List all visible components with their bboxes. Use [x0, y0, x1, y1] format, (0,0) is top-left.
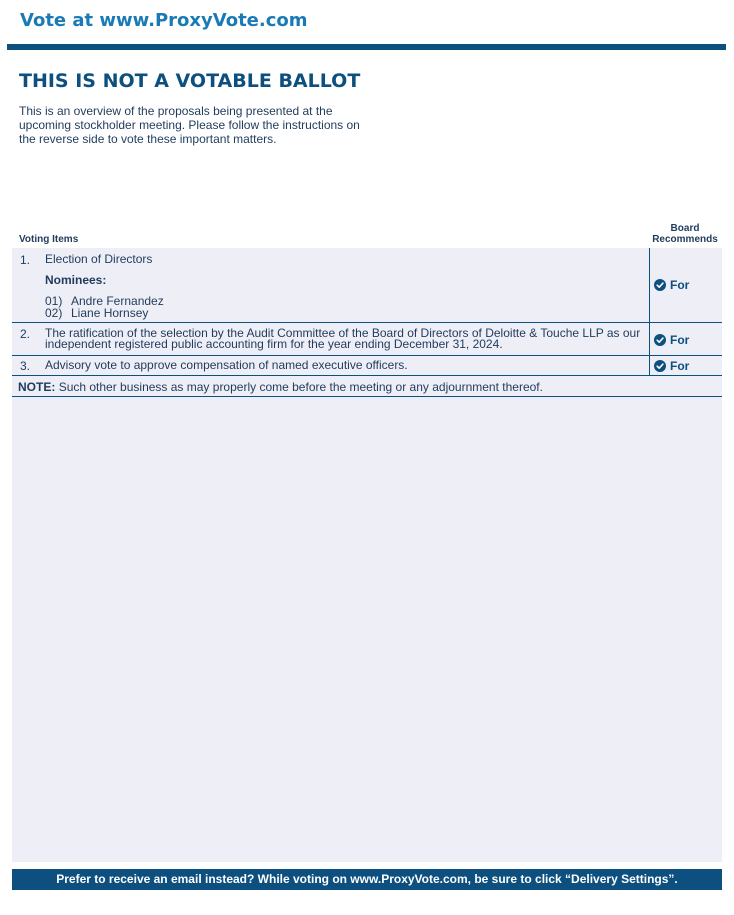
nominee-item — [45, 306, 148, 320]
nominee-name: Andre Fernandez — [71, 294, 164, 308]
voting-item-row — [12, 323, 722, 356]
recommendation-label: For — [670, 278, 690, 292]
intro-text: This is an overview of the proposals being presented at the upcoming stockholder meeting. Please follow the instructions on the reverse side to vote these important matters. — [19, 104, 360, 146]
note-rule — [12, 396, 722, 397]
item-number: 1. — [20, 253, 31, 267]
board-recommends-header-line1: Board — [670, 223, 700, 234]
recommendation-cell — [649, 356, 722, 375]
check-circle-icon — [654, 360, 666, 372]
item-text: Election of Directors — [45, 252, 153, 266]
recommendation-label: For — [670, 359, 690, 373]
note-label: NOTE: — [18, 380, 56, 394]
voting-item-row — [12, 248, 722, 323]
board-recommends-header — [648, 223, 722, 245]
nominee-number: 01) — [45, 294, 63, 308]
voting-items-header: Voting Items — [19, 234, 79, 245]
item-number: 3. — [20, 359, 31, 373]
note-text: Such other business as may properly come before the meeting or any adjournment thereof. — [58, 380, 543, 394]
ballot-heading: THIS IS NOT A VOTABLE BALLOT — [19, 70, 361, 92]
item-text: The ratification of the selection by the Audit Committee of the Board of Directors of Deloitte & Touche LLP as our independent registered public accounting firm for the year ending December 31, 2024. — [45, 326, 641, 351]
recommendation-cell — [649, 248, 722, 322]
header-rule — [7, 44, 726, 50]
voting-item-row — [12, 356, 722, 376]
board-recommends-header-line2: Recommends — [652, 234, 718, 245]
recommendation-cell — [649, 323, 722, 355]
nominee-name: Liane Hornsey — [71, 306, 149, 320]
check-circle-icon — [654, 334, 666, 346]
footer-banner: Prefer to receive an email instead? While voting on www.ProxyVote.com, be sure to click “Delivery Settings”. — [12, 869, 722, 890]
nominees-label: Nominees: — [45, 273, 107, 287]
item-text: Advisory vote to approve compensation of named executive officers. — [45, 358, 408, 372]
nominee-number: 02) — [45, 306, 63, 320]
note — [18, 380, 543, 394]
header-title: Vote at www.ProxyVote.com — [20, 10, 308, 31]
item-number: 2. — [20, 327, 31, 341]
check-circle-icon — [654, 279, 666, 291]
recommendation-label: For — [670, 333, 690, 347]
